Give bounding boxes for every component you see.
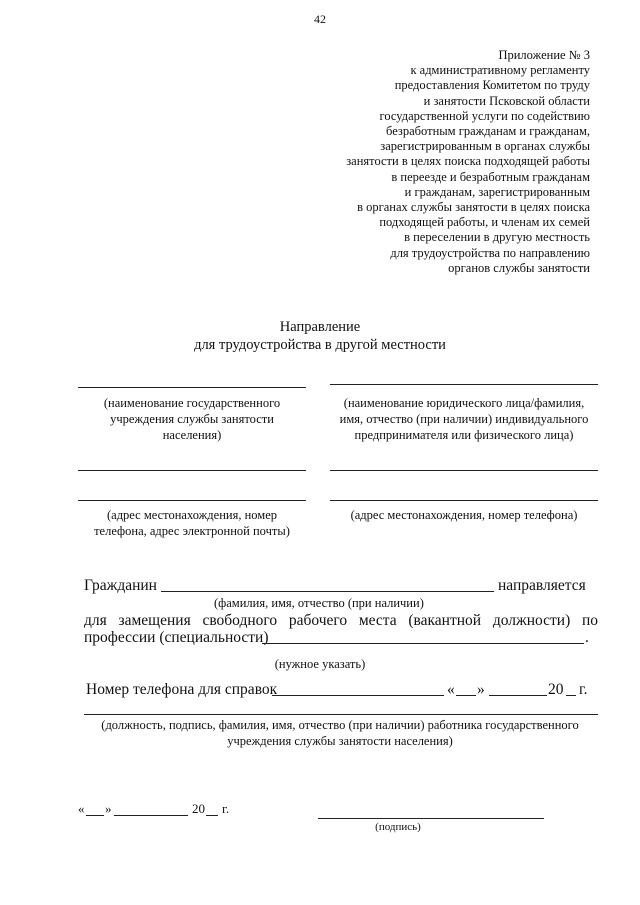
right-name-caption: (наименование юридического лица/фамилия, имя, отчество (при наличии) индивидуального предпринимателя или физического лица) bbox=[339, 396, 589, 442]
appendix-line: для трудоустройства по направлению bbox=[390, 245, 590, 260]
appendix-line: Приложение № 3 bbox=[498, 48, 590, 62]
bottom-day-line[interactable] bbox=[86, 815, 104, 816]
page-number: 42 bbox=[314, 12, 326, 26]
appendix-line: предоставления Комитетом по труду bbox=[394, 78, 590, 93]
phone-line[interactable] bbox=[272, 695, 444, 696]
right-address-caption: (адрес местонахождения, номер телефона) bbox=[350, 508, 578, 522]
specify-hint: (нужное указать) bbox=[274, 657, 366, 671]
phone-year-suffix: г. bbox=[579, 681, 588, 698]
appendix-line: в переселении в другую местность bbox=[404, 230, 590, 245]
left-address-line-2[interactable] bbox=[78, 500, 306, 501]
appendix-line: зарегистрированным в органах службы bbox=[380, 139, 590, 154]
title-line-1: Направление bbox=[279, 319, 361, 335]
left-name-line[interactable] bbox=[78, 387, 306, 388]
fio-hint: (фамилия, имя, отчество (при наличии) bbox=[214, 596, 424, 610]
right-name-line[interactable] bbox=[330, 384, 598, 385]
citizen-label: Гражданин bbox=[84, 577, 157, 594]
appendix-line: и гражданам, зарегистрированным bbox=[404, 184, 590, 199]
official-caption: (должность, подпись, фамилия, имя, отчество (при наличии) работника государственного учреждения службы занятости населения) bbox=[101, 718, 579, 748]
profession-period: . bbox=[585, 629, 589, 646]
appendix-line: и занятости Псковской области bbox=[423, 93, 590, 108]
document-title bbox=[0, 318, 640, 354]
appendix-line: государственной услуги по содействию bbox=[379, 108, 590, 123]
phone-label: Номер телефона для справок bbox=[86, 681, 278, 698]
phone-year-line[interactable] bbox=[566, 695, 576, 696]
phone-quote-close: » bbox=[477, 681, 485, 698]
appendix-line: подходящей работы, и членам их семей bbox=[379, 215, 590, 230]
left-address-caption: (адрес местонахождения, номер телефона, адрес электронной почты) bbox=[94, 508, 290, 538]
signature-line[interactable] bbox=[318, 818, 544, 819]
phone-quote-open: « bbox=[447, 681, 455, 698]
appendix-line: органов службы занятости bbox=[448, 260, 590, 275]
profession-label: профессии (специальности) bbox=[84, 629, 269, 646]
appendix-line: к административному регламенту bbox=[410, 63, 590, 78]
bottom-year-suffix: г. bbox=[222, 801, 230, 816]
appendix-line: безработным гражданам и гражданам, bbox=[386, 124, 590, 139]
directed-text: направляется bbox=[498, 577, 586, 594]
appendix-line: занятости в целях поиска подходящей работы bbox=[346, 154, 590, 169]
purpose-line: для замещения свободного рабочего места (вакантной должности) по bbox=[84, 612, 598, 629]
right-address-line-2[interactable] bbox=[330, 500, 598, 501]
title-line-2: для трудоустройства в другой местности bbox=[194, 337, 446, 353]
phone-day-line[interactable] bbox=[456, 695, 476, 696]
bottom-month-line[interactable] bbox=[114, 815, 188, 816]
bottom-quote-open: « bbox=[78, 801, 85, 816]
appendix-line: в органах службы занятости в целях поиска bbox=[357, 200, 590, 215]
appendix-line: в переезде и безработным гражданам bbox=[391, 169, 590, 184]
signature-caption: (подпись) bbox=[375, 821, 421, 833]
bottom-quote-close: » bbox=[105, 801, 112, 816]
citizen-fio-line[interactable] bbox=[161, 591, 494, 592]
left-address-line-1[interactable] bbox=[78, 470, 306, 471]
appendix-header bbox=[290, 48, 590, 276]
phone-month-line[interactable] bbox=[489, 695, 547, 696]
profession-line[interactable] bbox=[262, 643, 584, 644]
bottom-year-prefix: 20 bbox=[192, 801, 205, 816]
official-line[interactable] bbox=[84, 714, 598, 715]
right-address-line-1[interactable] bbox=[330, 470, 598, 471]
bottom-year-line[interactable] bbox=[206, 815, 218, 816]
phone-year-prefix: 20 bbox=[548, 681, 564, 698]
left-name-caption: (наименование государственного учреждения службы занятости населения) bbox=[103, 396, 281, 442]
